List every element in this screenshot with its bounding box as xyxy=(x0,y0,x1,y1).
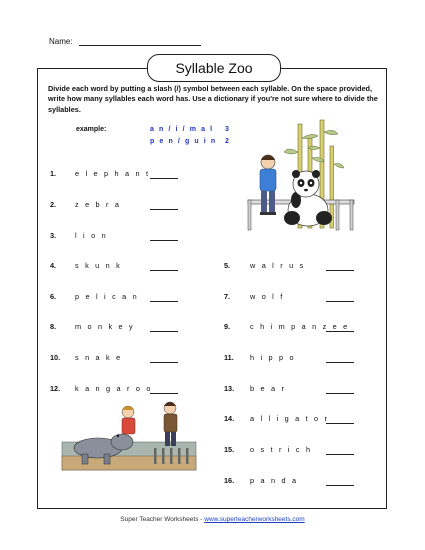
question-word: b e a r xyxy=(250,384,287,393)
question-word: p e l i c a n xyxy=(75,292,139,301)
question-word: a l l i g a t o r xyxy=(250,414,330,423)
answer-blank[interactable] xyxy=(150,362,178,363)
example-label: example: xyxy=(76,126,107,133)
question-word: m o n k e y xyxy=(75,322,135,331)
question-word: s n a k e xyxy=(75,353,123,362)
answer-blank[interactable] xyxy=(150,301,178,302)
answer-blank[interactable] xyxy=(326,423,354,424)
question-number: 8. xyxy=(50,322,57,331)
question-word: w a l r u s xyxy=(250,261,306,270)
question-word: h i p p o xyxy=(250,353,296,362)
question-number: 11. xyxy=(224,353,234,362)
answer-blank[interactable] xyxy=(326,331,354,332)
question-word: k a n g a r o o xyxy=(75,384,153,393)
question-word: w o l f xyxy=(250,292,285,301)
name-label: Name: xyxy=(49,37,73,46)
answer-blank[interactable] xyxy=(150,178,178,179)
question-number: 4. xyxy=(50,261,57,270)
question-word: e l e p h a n t xyxy=(75,169,151,178)
question-number: 16. xyxy=(224,476,235,485)
answer-blank[interactable] xyxy=(326,301,354,302)
question-word: l i o n xyxy=(75,231,108,240)
question-word: z e b r a xyxy=(75,200,122,209)
question-number: 10. xyxy=(50,353,61,362)
question-word: c h i m p a n z e e xyxy=(250,322,350,331)
question-number: 14. xyxy=(224,414,235,423)
question-number: 9. xyxy=(224,322,231,331)
footer-text: Super Teacher Worksheets - xyxy=(120,516,203,523)
question-number: 1. xyxy=(50,169,57,178)
question-word: o s t r i c h xyxy=(250,445,313,454)
footer xyxy=(0,516,425,523)
question-word: s k u n k xyxy=(75,261,122,270)
answer-blank[interactable] xyxy=(150,331,178,332)
answer-blank[interactable] xyxy=(326,485,354,486)
question-number: 15. xyxy=(224,445,235,454)
answer-blank[interactable] xyxy=(150,209,178,210)
instructions: Divide each word by putting a slash (/) symbol between each syllable. On the space provided, write how many syllables each word has. Use a dictionary if you're not sure where to divide the syllables. xyxy=(48,84,378,114)
worksheet-title: Syllable Zoo xyxy=(147,54,281,82)
question-number: 12. xyxy=(50,384,61,393)
question-number: 6. xyxy=(50,292,57,301)
question-number: 5. xyxy=(224,261,231,270)
answer-blank[interactable] xyxy=(150,270,178,271)
example-count-1: 3 xyxy=(225,126,229,133)
answer-blank[interactable] xyxy=(326,270,354,271)
name-row xyxy=(49,37,201,46)
question-number: 2. xyxy=(50,200,57,209)
answer-blank[interactable] xyxy=(150,240,178,241)
answer-blank[interactable] xyxy=(326,393,354,394)
example-count-2: 2 xyxy=(225,138,229,145)
name-field[interactable] xyxy=(79,38,201,46)
answer-blank[interactable] xyxy=(150,393,178,394)
panda-bamboo-illustration xyxy=(246,118,356,236)
question-word: p a n d a xyxy=(250,476,299,485)
question-number: 3. xyxy=(50,231,57,240)
example-word-1: a n / i / m a l xyxy=(150,126,214,133)
hippo-kids-illustration xyxy=(58,398,200,474)
example-word-2: p e n / g u i n xyxy=(150,138,217,145)
question-number: 7. xyxy=(224,292,231,301)
footer-link[interactable]: www.superteacherworksheets.com xyxy=(204,516,305,523)
question-number: 13. xyxy=(224,384,235,393)
answer-blank[interactable] xyxy=(326,454,354,455)
answer-blank[interactable] xyxy=(326,362,354,363)
